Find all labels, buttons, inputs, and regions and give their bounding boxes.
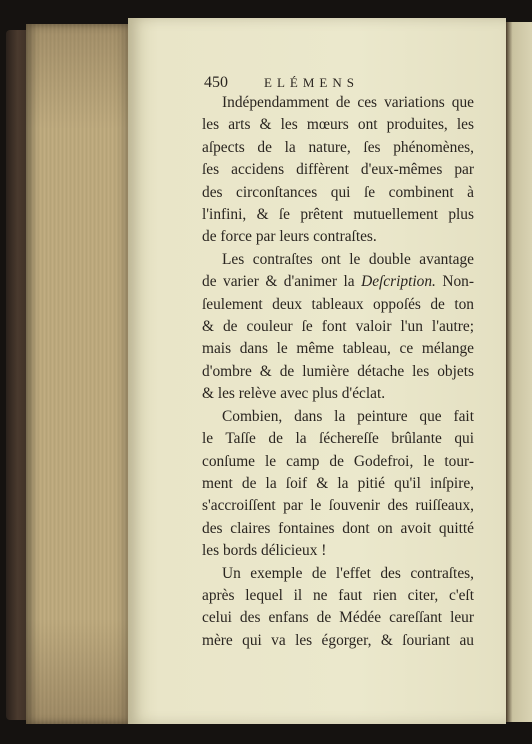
text-line: les arts & les mœurs ont produites, les (202, 116, 474, 134)
text-line: mais dans le même tableau, ce mélange (202, 340, 474, 358)
text-line: Les contraſtes ont le double avantage (222, 250, 474, 268)
text-line: mère qui va les égorger, & ſouriant au (202, 631, 474, 649)
text-line: & les relève avec plus d'éclat. (202, 385, 386, 403)
running-head: ELÉMENS (264, 75, 359, 90)
page-number: 450 (204, 74, 228, 91)
text-line: Combien, dans la peinture que fait (222, 407, 474, 425)
text-line: Indépendamment de ces variations que (222, 94, 474, 111)
paragraph-2 (202, 249, 474, 406)
text-line: d'ombre & de lumière détache les objets (202, 362, 474, 380)
text-fragment: Non- (435, 273, 474, 291)
text-line: ſes accidens diffèrent d'eux-mêmes par (202, 161, 474, 179)
page-block-edges (26, 24, 130, 724)
paragraph-3 (202, 406, 474, 563)
facing-page-edge (506, 22, 532, 722)
text-line: celui des enfans de Médée careſſant leur (202, 609, 474, 627)
text-line: ſeulement deux tableaux oppoſés de ton (202, 295, 474, 313)
text-line: le Taſſe de la ſéchereſſe brûlante qui (202, 430, 474, 448)
text-line: s'accroiſſent par le ſouvenir des ruiſſeaux, (202, 497, 474, 515)
text-line: aſpects de la nature, ſes phénomènes, (202, 138, 474, 156)
page-header (204, 72, 474, 92)
page-text (202, 72, 474, 652)
text-line: après lequel il ne faut rien citer, c'eſt (202, 586, 474, 604)
text-line: des claires fontaines dont on avoit quitté (202, 519, 474, 537)
italic-word: Deſcription. (361, 273, 436, 291)
text-line: de force par leurs contraſtes. (202, 228, 377, 246)
text-line-with-italic (202, 271, 474, 293)
text-line: l'infini, & ſe prêtent mutuellement plus (202, 206, 474, 224)
paragraph-1 (202, 92, 474, 249)
text-fragment: de varier & d'animer la (202, 273, 362, 291)
text-line: des circonſtances qui ſe combinent à (202, 183, 474, 201)
paragraph-4 (202, 563, 474, 653)
text-line: Un exemple de l'effet des contraſtes, (222, 564, 474, 582)
text-line: conſume le camp de Godefroi, le tour- (202, 452, 474, 470)
text-line: ment de la ſoif & la pitié qu'il inſpire, (202, 474, 474, 492)
text-line: & de couleur ſe font valoir l'un l'autre; (202, 318, 474, 336)
text-line: les bords délicieux ! (202, 542, 327, 560)
